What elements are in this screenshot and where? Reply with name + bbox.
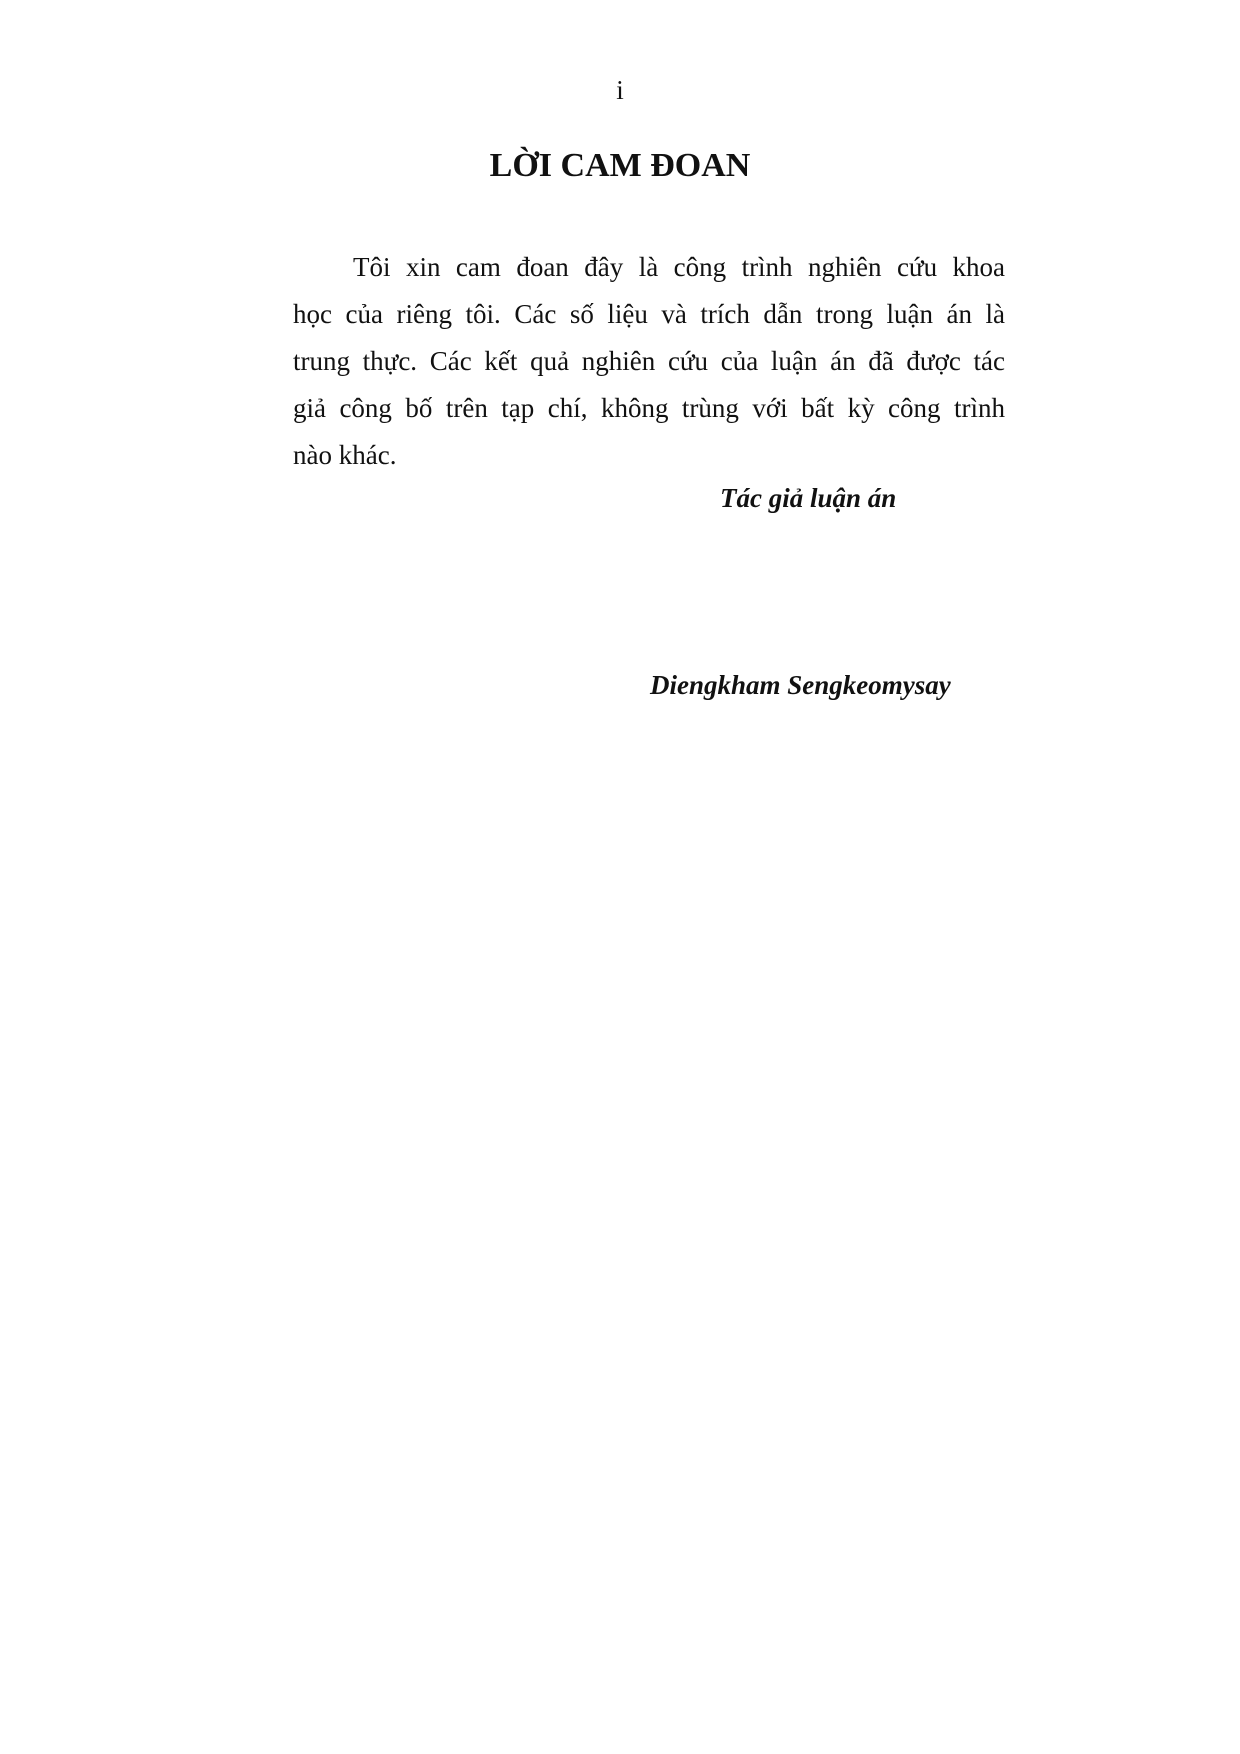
page-number: i bbox=[616, 75, 624, 105]
paragraph-line: nào khác. bbox=[293, 440, 397, 470]
author-name: Diengkham Sengkeomysay bbox=[650, 670, 951, 700]
declaration-paragraph bbox=[293, 244, 1005, 479]
paragraph-line: Tôi xin cam đoan đây là công trình nghiên cứu khoa bbox=[353, 252, 1005, 282]
signature-label: Tác giả luận án bbox=[720, 483, 897, 513]
paragraph-line: học của riêng tôi. Các số liệu và trích dẫn trong luận án là bbox=[293, 299, 1005, 329]
paragraph-line: giả công bố trên tạp chí, không trùng với bất kỳ công trình bbox=[293, 393, 1005, 423]
page-title: LỜI CAM ĐOAN bbox=[489, 147, 751, 184]
paragraph-line: trung thực. Các kết quả nghiên cứu của luận án đã được tác bbox=[293, 346, 1005, 376]
